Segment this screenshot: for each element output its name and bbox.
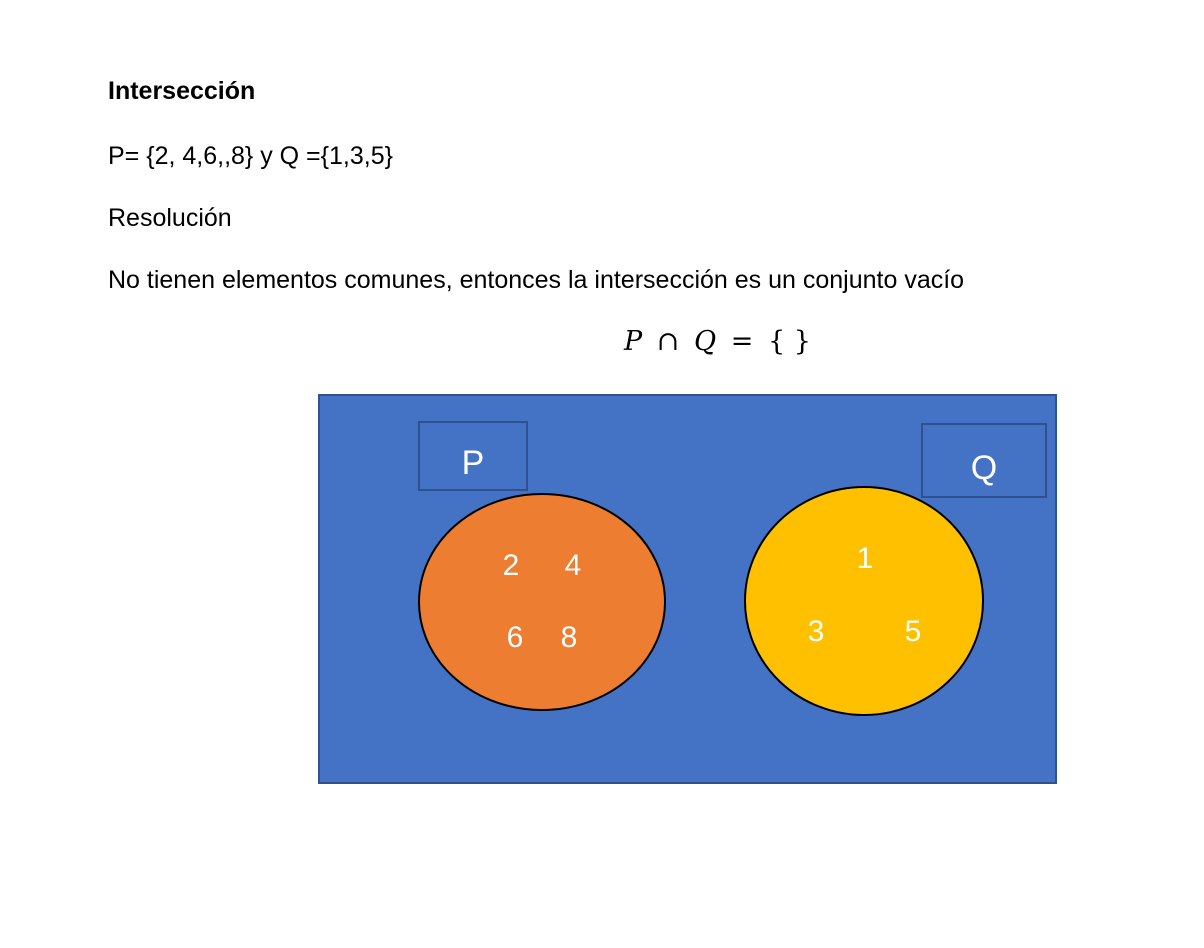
set-p-element: 4 [564,549,582,582]
set-p-element: 6 [506,621,524,654]
set-q-element: 1 [856,542,874,575]
set-p-label: P [461,444,485,482]
formula-operator: ∩ [656,326,680,357]
resolution-label: Resolución [108,204,232,232]
formula-result: { } [767,326,811,357]
set-p-circle [419,494,665,710]
formula-equals: = [730,326,754,357]
set-q-element: 5 [904,615,922,648]
formula-left-var: P [624,326,643,357]
page-title: Intersección [108,77,256,105]
set-q-label: Q [970,449,998,487]
set-q-circle [745,487,983,715]
resolution-statement: No tienen elementos comunes, entonces la intersección es un conjunto vacío [108,266,965,294]
set-p-element: 2 [502,549,520,582]
formula-right-var: Q [693,326,717,357]
set-q-element: 3 [807,615,825,648]
set-p-element: 8 [560,621,578,654]
sets-definition: P= {2, 4,6,,8} y Q ={1,3,5} [108,142,393,170]
